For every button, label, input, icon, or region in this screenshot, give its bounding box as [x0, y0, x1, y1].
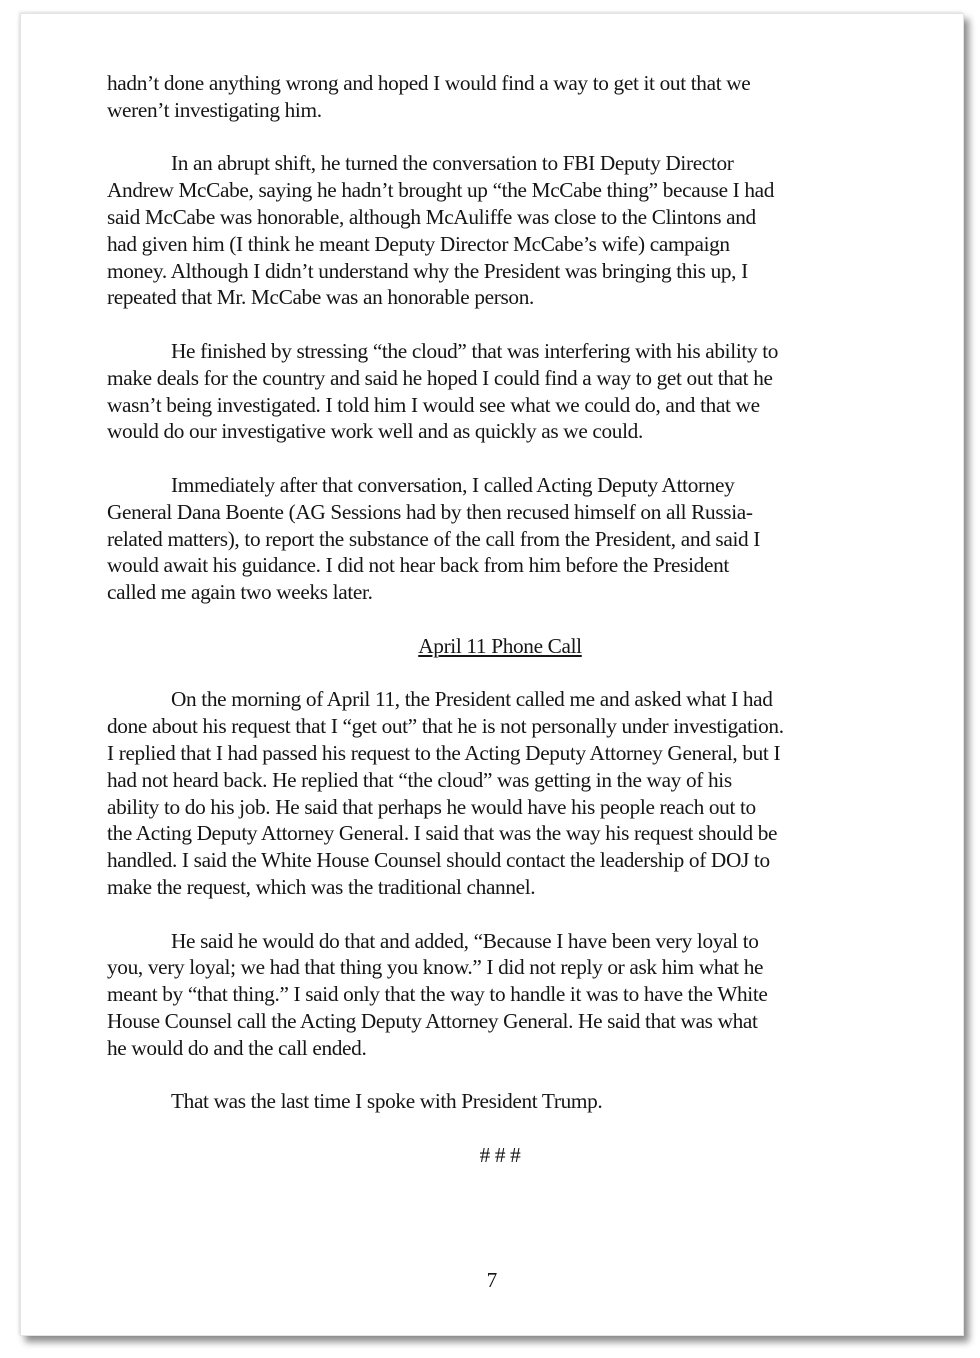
paragraph-line: General Dana Boente (AG Sessions had by then recused himself on all Russia-	[107, 499, 753, 524]
paragraph-line: I replied that I had passed his request to the Acting Deputy Attorney General, but I	[107, 740, 781, 765]
paragraph-line: ability to do his job. He said that perhaps he would have his people reach out to	[107, 794, 756, 819]
paragraph	[107, 928, 893, 1062]
paragraph-line: had given him (I think he meant Deputy Director McCabe’s wife) campaign	[107, 231, 730, 256]
paragraph	[107, 150, 893, 311]
paragraph-line: would await his guidance. I did not hear back from him before the President	[107, 553, 729, 578]
paragraph-line: done about his request that I “get out” that he is not personally under investigation.	[107, 714, 784, 739]
paragraph-line: related matters), to report the substance of the call from the President, and said I	[107, 526, 761, 551]
paragraph	[107, 686, 893, 900]
paragraph	[107, 70, 893, 124]
section-heading: April 11 Phone Call	[418, 633, 582, 658]
paragraph-line: you, very loyal; we had that thing you know.” I did not reply or ask him what he	[107, 955, 764, 980]
paragraph-line: he would do and the call ended.	[107, 1035, 367, 1060]
paragraph	[107, 1088, 893, 1115]
paragraph-line: That was the last time I spoke with President Trump.	[171, 1089, 603, 1114]
paragraph-line: House Counsel call the Acting Deputy Attorney General. He said that was what	[107, 1008, 758, 1033]
paragraph	[107, 472, 893, 606]
paragraph-line: would do our investigative work well and as quickly as we could.	[107, 419, 643, 444]
paragraph-line: the Acting Deputy Attorney General. I said that was the way his request should be	[107, 821, 778, 846]
paragraph-line: money. Although I didn’t understand why the President was bringing this up, I	[107, 258, 748, 283]
paragraph-line: meant by “that thing.” I said only that the way to handle it was to have the White	[107, 982, 768, 1007]
paragraph-line: wasn’t being investigated. I told him I would see what we could do, and that we	[107, 392, 760, 417]
document-body	[107, 70, 893, 1169]
end-mark: # # #	[479, 1142, 521, 1167]
paragraph-line: Immediately after that conversation, I called Acting Deputy Attorney	[171, 472, 735, 497]
paragraph-line: handled. I said the White House Counsel should contact the leadership of DOJ to	[107, 848, 770, 873]
paragraph-line: said McCabe was honorable, although McAuliffe was close to the Clintons and	[107, 204, 756, 229]
page-number: 7	[486, 1268, 498, 1292]
paragraph-line: had not heard back. He replied that “the cloud” was getting in the way of his	[107, 767, 732, 792]
paragraph-line: On the morning of April 11, the President called me and asked what I had	[171, 687, 773, 712]
paragraph-line: He finished by stressing “the cloud” that was interfering with his ability to	[171, 338, 779, 363]
paragraph-line: He said he would do that and added, “Because I have been very loyal to	[171, 928, 759, 953]
paragraph-line: hadn’t done anything wrong and hoped I would find a way to get it out that we	[107, 71, 751, 95]
document-page	[20, 13, 964, 1336]
paragraph-line: make the request, which was the traditional channel.	[107, 874, 536, 899]
paragraph-line: make deals for the country and said he hoped I could find a way to get out that he	[107, 365, 773, 390]
paragraph-line: repeated that Mr. McCabe was an honorable person.	[107, 285, 534, 310]
paragraph-line: weren’t investigating him.	[107, 97, 322, 122]
paragraph-line: Andrew McCabe, saying he hadn’t brought up “the McCabe thing” because I had	[107, 178, 775, 203]
paragraph	[107, 338, 893, 445]
paragraph-line: called me again two weeks later.	[107, 580, 373, 605]
paragraph-line: In an abrupt shift, he turned the conversation to FBI Deputy Director	[171, 151, 734, 176]
